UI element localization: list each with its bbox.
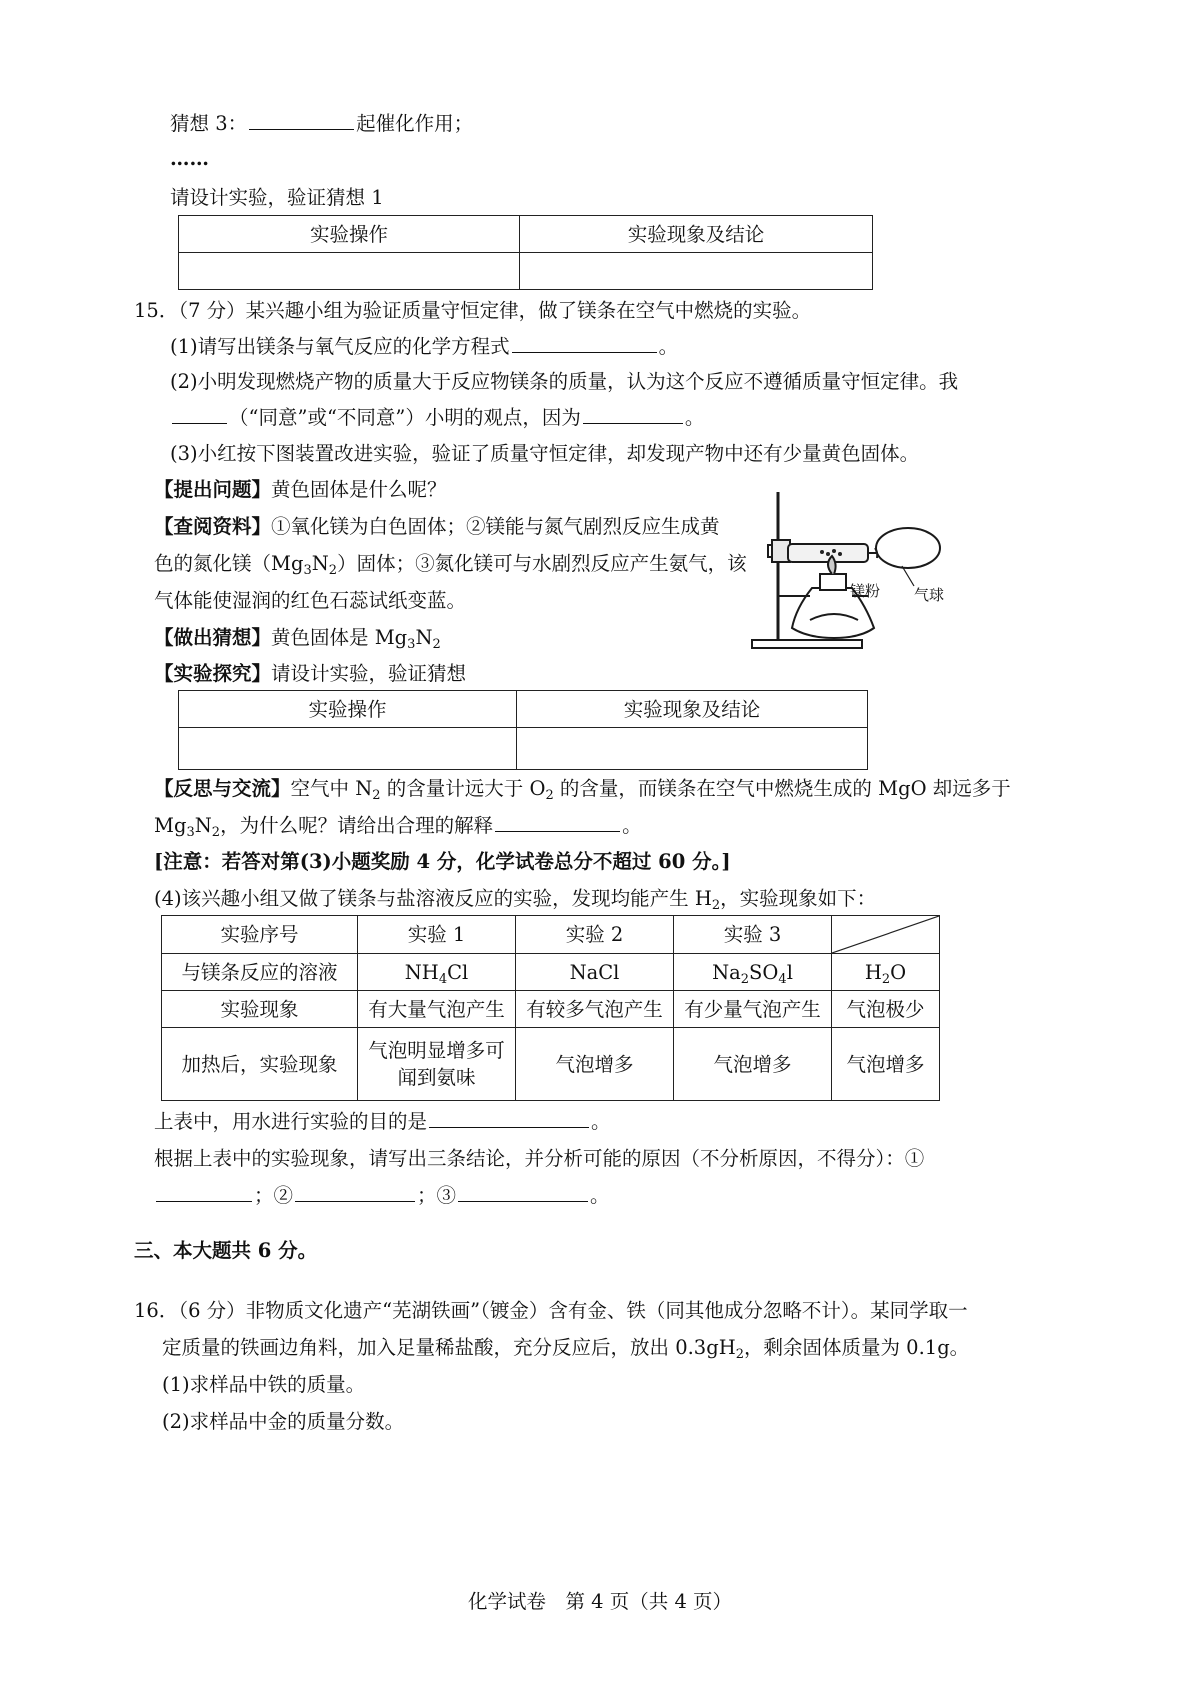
q15-part2-line2 bbox=[170, 404, 704, 432]
answer-blank[interactable] bbox=[295, 1200, 415, 1202]
conclusion-blanks bbox=[154, 1182, 610, 1210]
ask-question-line bbox=[154, 476, 447, 504]
diagonal-cell bbox=[832, 916, 940, 954]
text: N bbox=[311, 552, 329, 575]
text: 色的氮化镁（Mg bbox=[154, 552, 304, 575]
diagonal-line bbox=[832, 916, 939, 953]
text: 定质量的铁画边角料，加入足量稀盐酸，充分反应后，放出 0.3gH bbox=[162, 1336, 736, 1359]
punct: 。 bbox=[622, 814, 642, 837]
table-header: 实验现象及结论 bbox=[517, 691, 868, 728]
text: 的含量计远大于 O bbox=[380, 777, 546, 800]
balloon-label: 气球 bbox=[914, 586, 945, 604]
experiment-label: 【实验探究】 bbox=[154, 662, 272, 685]
table-cell: 有大量气泡产生 bbox=[358, 991, 516, 1028]
verify-hypothesis-table bbox=[178, 690, 868, 770]
subscript: 3 bbox=[407, 637, 416, 652]
text: NH bbox=[404, 960, 439, 984]
text: N bbox=[194, 814, 212, 837]
hypothesis-line bbox=[154, 624, 441, 652]
reference-label: 【查阅资料】 bbox=[154, 515, 272, 538]
text: 空气中 N bbox=[290, 777, 373, 800]
q15-part4 bbox=[154, 885, 876, 913]
table-row bbox=[162, 1028, 940, 1101]
design-prompt: 请设计实验，验证猜想 1 bbox=[170, 186, 384, 209]
reference-line3: 气体能使湿润的红色石蕊试纸变蓝。 bbox=[154, 589, 467, 612]
text: ，剩余固体质量为 0.1g。 bbox=[743, 1336, 970, 1359]
table-header: 实验现象及结论 bbox=[520, 216, 873, 253]
water-purpose-line bbox=[154, 1108, 611, 1136]
punct: ；② bbox=[254, 1184, 294, 1207]
text: 的含量，而镁条在空气中燃烧生成的 MgO 却远多于 bbox=[553, 777, 1011, 800]
table-cell: 气泡增多 bbox=[832, 1028, 940, 1101]
reference-line1 bbox=[154, 513, 720, 541]
table-cell: 实验现象 bbox=[162, 991, 358, 1028]
reflection-label: 【反思与交流】 bbox=[154, 777, 291, 800]
table-cell: 气泡极少 bbox=[832, 991, 940, 1028]
text: 闻到氨味 bbox=[397, 1066, 476, 1089]
table-cell: 气泡增多 bbox=[674, 1028, 832, 1101]
answer-blank[interactable] bbox=[512, 351, 657, 353]
text: 气泡明显增多可 bbox=[368, 1039, 505, 1062]
q16-part2: (2)求样品中金的质量分数。 bbox=[162, 1410, 405, 1433]
apparatus-drawing bbox=[748, 488, 984, 654]
guess-3-suffix: 起催化作用； bbox=[356, 112, 474, 135]
hypothesis-label: 【做出猜想】 bbox=[154, 626, 272, 649]
subscript: 2 bbox=[211, 825, 221, 840]
table-cell: 实验 2 bbox=[516, 916, 674, 954]
subscript: 4 bbox=[438, 971, 448, 987]
text: 黄色固体是 Mg bbox=[271, 626, 408, 649]
subscript: 4 bbox=[778, 971, 787, 987]
q15-part3: (3)小红按下图装置改进实验，验证了质量守恒定律，却发现产物中还有少量黄色固体。 bbox=[170, 442, 920, 465]
subscript: 2 bbox=[545, 788, 554, 803]
text: H bbox=[864, 960, 882, 984]
table-cell: 有较多气泡产生 bbox=[516, 991, 674, 1028]
table-cell bbox=[832, 954, 940, 991]
q15-part1 bbox=[170, 333, 678, 361]
answer-blank[interactable] bbox=[429, 1126, 589, 1128]
q15-part2-text: （“同意”或“不同意”）小明的观点，因为 bbox=[229, 406, 581, 429]
answer-cell[interactable] bbox=[179, 728, 517, 770]
table-cell: 与镁条反应的溶液 bbox=[162, 954, 358, 991]
text: Mg bbox=[154, 814, 187, 837]
guess-3-label: 猜想 3： bbox=[170, 112, 248, 135]
answer-cell[interactable] bbox=[517, 728, 868, 770]
section-3-title: 三、本大题共 6 分。 bbox=[134, 1239, 318, 1262]
text: ，实验现象如下： bbox=[720, 887, 877, 910]
ask-question-label: 【提出问题】 bbox=[154, 478, 272, 501]
table-cell bbox=[358, 954, 516, 991]
punct: 。 bbox=[658, 335, 679, 358]
reflection-line1 bbox=[154, 775, 1011, 803]
punct: 。 bbox=[590, 1184, 610, 1207]
page-footer: 化学试卷 第 4 页（共 4 页） bbox=[467, 1590, 733, 1613]
answer-blank[interactable] bbox=[583, 422, 683, 424]
table-row bbox=[162, 991, 940, 1028]
punct: ；③ bbox=[417, 1184, 457, 1207]
subscript: 2 bbox=[432, 637, 441, 652]
subscript: 2 bbox=[881, 971, 891, 987]
answer-blank[interactable] bbox=[458, 1200, 588, 1202]
table-cell: 实验序号 bbox=[162, 916, 358, 954]
text: l bbox=[786, 960, 793, 984]
reference-line2 bbox=[154, 550, 747, 578]
table-header: 实验操作 bbox=[179, 691, 517, 728]
q15-stem: 15．（7 分）某兴趣小组为验证质量守恒定律，做了镁条在空气中燃烧的实验。 bbox=[134, 299, 812, 322]
q16-line1: 16．（6 分）非物质文化遗产“芜湖铁画”（镀金）含有金、铁（同其他成分忽略不计）。某同学取一 bbox=[134, 1299, 968, 1322]
table-cell: 有少量气泡产生 bbox=[674, 991, 832, 1028]
text: (4)该兴趣小组又做了镁条与盐溶液反应的实验，发现均能产生 H bbox=[154, 887, 712, 910]
answer-blank[interactable] bbox=[495, 830, 620, 832]
ellipsis: …… bbox=[170, 147, 209, 170]
text: N bbox=[415, 626, 433, 649]
text: Cl bbox=[447, 960, 469, 984]
table-cell bbox=[674, 954, 832, 991]
text: SO bbox=[749, 960, 779, 984]
answer-cell[interactable] bbox=[179, 253, 520, 290]
q16-part1: (1)求样品中铁的质量。 bbox=[162, 1373, 366, 1396]
table-cell bbox=[358, 1028, 516, 1101]
reflection-line2 bbox=[154, 812, 642, 840]
subscript: 2 bbox=[372, 788, 381, 803]
answer-blank[interactable] bbox=[249, 128, 354, 130]
table-cell: 气泡增多 bbox=[516, 1028, 674, 1101]
table-cell: 加热后，实验现象 bbox=[162, 1028, 358, 1101]
table-cell: 实验 3 bbox=[674, 916, 832, 954]
conclusion-prompt: 根据上表中的实验现象，请写出三条结论，并分析可能的原因（不分析原因，不得分）：① bbox=[154, 1147, 925, 1170]
q15-part1-text: (1)请写出镁条与氧气反应的化学方程式 bbox=[170, 335, 510, 358]
table-header: 实验操作 bbox=[179, 216, 520, 253]
mg-powder-label: 镁粉 bbox=[850, 582, 881, 600]
text: O bbox=[890, 960, 907, 984]
punct: 。 bbox=[591, 1110, 611, 1133]
salt-reaction-table bbox=[161, 915, 940, 1101]
q16-line2 bbox=[162, 1334, 969, 1362]
experiment-line bbox=[154, 660, 466, 688]
answer-blank[interactable] bbox=[156, 1200, 252, 1202]
subscript: 2 bbox=[740, 971, 750, 987]
text: 上表中，用水进行实验的目的是 bbox=[154, 1110, 428, 1133]
reference-text: ①氧化镁为白色固体；②镁能与氮气剧烈反应生成黄 bbox=[271, 515, 720, 538]
text: Na bbox=[712, 960, 741, 984]
text: ）固体；③氮化镁可与水剧烈反应产生氨气，该 bbox=[337, 552, 747, 575]
subscript: 3 bbox=[186, 825, 195, 840]
subscript: 2 bbox=[328, 563, 338, 578]
guess-3-line bbox=[170, 110, 473, 138]
answer-cell[interactable] bbox=[520, 253, 873, 290]
apparatus-figure bbox=[748, 488, 984, 654]
subscript: 3 bbox=[303, 563, 312, 578]
verify-guess1-table bbox=[178, 215, 873, 290]
q15-part2-line1: (2)小明发现燃烧产物的质量大于反应物镁条的质量，认为这个反应不遵循质量守恒定律。我 bbox=[170, 370, 959, 393]
subscript: 2 bbox=[735, 1347, 744, 1362]
table-cell: 实验 1 bbox=[358, 916, 516, 954]
punct: 。 bbox=[684, 406, 705, 429]
answer-blank[interactable] bbox=[172, 422, 227, 424]
table-cell: NaCl bbox=[516, 954, 674, 991]
table-row bbox=[162, 916, 940, 954]
ask-question-text: 黄色固体是什么呢？ bbox=[271, 478, 447, 501]
table-row bbox=[162, 954, 940, 991]
text: ，为什么呢？请给出合理的解释 bbox=[220, 814, 494, 837]
bonus-note: [注意：若答对第(3)小题奖励 4 分，化学试卷总分不超过 60 分。] bbox=[154, 850, 731, 873]
subscript: 2 bbox=[711, 898, 721, 913]
experiment-text: 请设计实验，验证猜想 bbox=[271, 662, 467, 685]
